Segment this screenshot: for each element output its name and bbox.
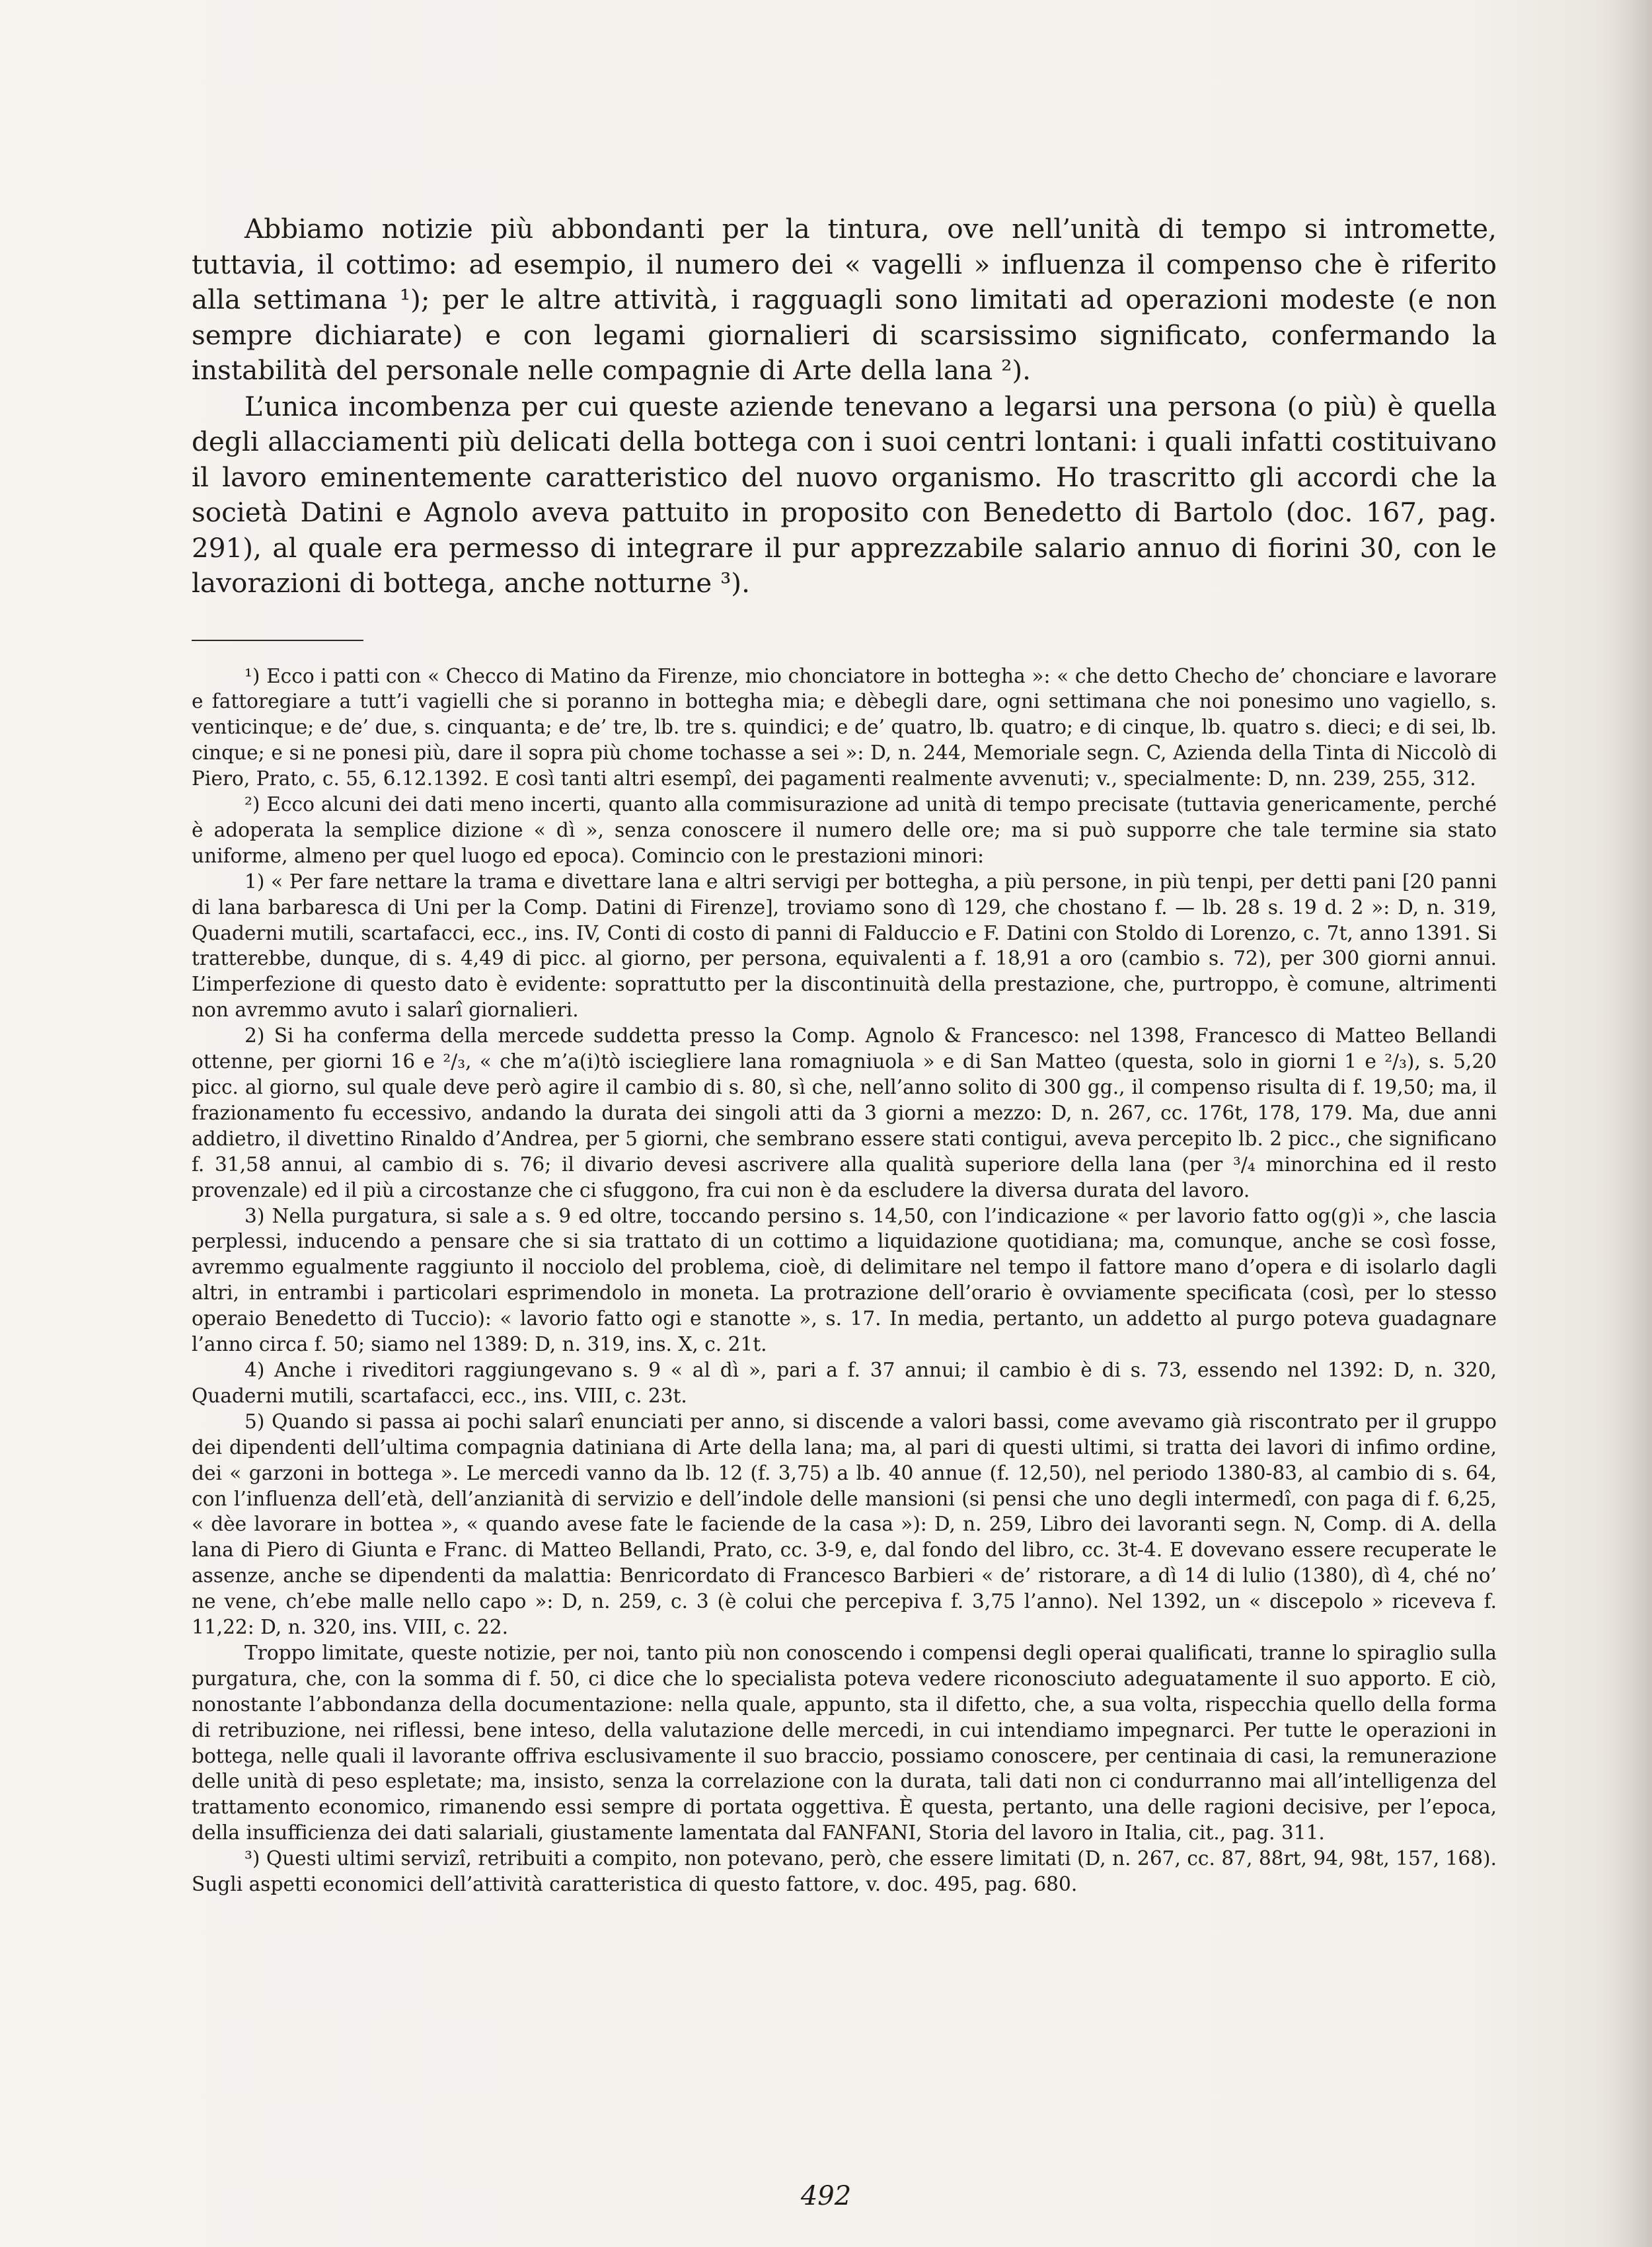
footnote-3: ³) Questi ultimi servizî, retribuiti a compito, non potevano, però, che essere limitati (D, n. 267, cc. 87, 88rt, 94, 98t, 157, 168). Sugli aspetti economici dell’attività caratteristica di questo fattore, v. doc. 495, pag. 680. <box>192 1847 1497 1896</box>
footnote-separator <box>192 640 363 641</box>
footnote-2-item-1: 1) « Per fare nettare la trama e divettare lana e altri servigi per bottegha, a più persone, in più tenpi, per detti pani [20 panni di lana barbaresca di Uni per la Comp. Datini di Firenze], troviamo sono dì 129, che chostano f. — lb. 28 s. 19 d. 2 »: D, n. 319, Quaderni mutili, scartafacci, ecc., ins. IV, Conti di costo di panni di Falduccio e F. Datini con Stoldo di Lorenzo, c. 7t, anno 1391. Si tratterebbe, dunque, di s. 4,49 di picc. al giorno, per persona, equivalenti a f. 18,91 a oro (cambio s. 72), per 300 giorni annui. L’imperfezione di questo dato è evidente: soprattutto per la discontinuità della prestazione, che, purtroppo, è comune, altrimenti non avremmo avuto i salarî giornalieri. <box>192 870 1497 1022</box>
page-edge-shadow <box>1606 0 1652 2247</box>
footnote-1: ¹) Ecco i patti con « Checco di Matino da Firenze, mio chonciatore in bottegha »: « che detto Checho de’ chonciare e lavorare e fattoregiare a tutt’i vagielli che si poranno in bottegha mia; e dèbegli dare, ogni settimana che noi ponesimo uno vagiello, s. venticinque; e de’ due, s. cinquanta; e de’ tre, lb. tre s. quindici; e de’ quatro, lb. quatro; e di cinque, lb. quatro s. dieci; e di sei, lb. cinque; e si ne ponesi più, dare il sopra più chome tochasse a sei »: D, n. 244, Memoriale segn. C, Azienda della Tinta di Niccolò di Piero, Prato, c. 55, 6.12.1392. E così tanti altri esempî, dei pagamenti realmente avvenuti; v., specialmente: D, nn. 239, 255, 312. <box>192 664 1497 790</box>
body-paragraph-1: Abbiamo notizie più abbondanti per la tintura, ove nell’unità di tempo si intromette, tuttavia, il cottimo: ad esempio, il numero dei « vagelli » influenza il compenso che è riferito alla settimana ¹); per le altre attività, i ragguagli sono limitati ad operazioni modeste (e non sempre dichiarate) e con legami giornalieri di scarsissimo significato, confermando la instabilità del personale nelle compagnie di Arte della lana ²). <box>192 213 1497 386</box>
footnote-2-conclusion: Troppo limitate, queste notizie, per noi, tanto più non conoscendo i compensi degli operai qualificati, tranne lo spiraglio sulla purgatura, che, con la somma di f. 50, ci dice che lo specialista poteva vedere riconosciuto adeguatamente il suo apporto. E ciò, nonostante l’abbondanza della documentazione: nella quale, appunto, sta il difetto, che, a sua volta, rispecchia quello della forma di retribuzione, nei riflessi, bene inteso, della valutazione delle mercedi, in cui intendiamo impegnarci. Per tutte le operazioni in bottega, nelle quali il lavorante offriva esclusivamente il suo braccio, possiamo conoscere, per centinaia di casi, la remunerazione delle unità di peso espletate; ma, insisto, senza la correlazione con la durata, tali dati non ci condurranno mai all’intelligenza del trattamento economico, rimanendo essi sempre di portata oggettiva. È questa, pertanto, una delle ragioni decisive, per l’epoca, della insufficienza dei dati salariali, giustamente lamentata dal FANFANI, Storia del lavoro in Italia, cit., pag. 311. <box>192 1641 1497 1845</box>
footnote-2-item-3: 3) Nella purgatura, si sale a s. 9 ed oltre, toccando persino s. 14,50, con l’indicazione « per lavorio fatto og(g)i », che lascia perplessi, inducendo a pensare che si sia trattato di un cottimo a liquidazione quotidiana; ma, comunque, anche se così fosse, avremmo egualmente raggiunto il nocciolo del problema, cioè, di delimitare nel tempo il fattore mano d’opera e di isolarlo dagli altri, in entrambi i particolari esprimendolo in moneta. La protrazione dell’orario è ovviamente specificata (così, per lo stesso operaio Benedetto di Tuccio): « lavorio fatto ogi e stanotte », s. 17. In media, pertanto, un addetto al purgo poteva guadagnare l’anno circa f. 50; siamo nel 1389: D, n. 319, ins. X, c. 21t. <box>192 1204 1497 1356</box>
text-block <box>192 211 1497 1897</box>
footnote-2-intro: ²) Ecco alcuni dei dati meno incerti, quanto alla commisurazione ad unità di tempo precisate (tuttavia genericamente, perché è adoperata la semplice dizione « dì », senza conoscere il numero delle ore; ma si può supporre che tale termine sia stato uniforme, almeno per quel luogo ed epoca). Comincio con le prestazioni minori: <box>192 793 1497 867</box>
body-paragraph-2: L’unica incombenza per cui queste aziende tenevano a legarsi una persona (o più) è quella degli allacciamenti più delicati della bottega con i suoi centri lontani: i quali infatti costituivano il lavoro eminentemente caratteristico del nuovo organismo. Ho trascritto gli accordi che la società Datini e Agnolo aveva pattuito in proposito con Benedetto di Bartolo (doc. 167, pag. 291), al quale era permesso di integrare il pur apprezzabile salario annuo di fiorini 30, con le lavorazioni di bottega, anche notturne ³). <box>192 390 1497 599</box>
footnote-2-item-5: 5) Quando si passa ai pochi salarî enunciati per anno, si discende a valori bassi, come avevamo già riscontrato per il gruppo dei dipendenti dell’ultima compagnia datiniana di Arte della lana; ma, al pari di questi ultimi, si tratta dei lavori di infimo ordine, dei « garzoni in bottega ». Le mercedi vanno da lb. 12 (f. 3,75) a lb. 40 annue (f. 12,50), nel periodo 1380-83, al cambio di s. 64, con l’influenza dell’età, dell’anzianità di servizio e dell’indole delle mansioni (si pensi che uno degli intermedî, con paga di f. 6,25, « dèe lavorare in bottea », « quando avese fate le faciende de la casa »): D, n. 259, Libro dei lavoranti segn. N, Comp. di A. della lana di Piero di Giunta e Franc. di Matteo Bellandi, Prato, cc. 3-9, e, dal fondo del libro, cc. 3t-4. E dovevano essere recuperate le assenze, anche se dipendenti da malattia: Benricordato di Francesco Barbieri « de’ ristorare, a dì 14 di lulio (1380), dì 4, ché no’ ne vene, ch’ebe malle nello capo »: D, n. 259, c. 3 (è colui che percepiva f. 3,75 l’anno). Nel 1392, un « discepolo » riceveva f. 11,22: D, n. 320, ins. VIII, c. 22. <box>192 1410 1497 1639</box>
footnote-2-item-2: 2) Si ha conferma della mercede suddetta presso la Comp. Agnolo & Francesco: nel 1398, Francesco di Matteo Bellandi ottenne, per giorni 16 e ²/₃, « che m’a(i)tò isciegliere lana romagniuola » e di San Matteo (questa, solo in giorni 1 e ²/₃), s. 5,20 picc. al giorno, sul quale deve però agire il cambio di s. 80, sì che, nell’anno solito di 300 gg., il compenso risulta di f. 19,50; ma, il frazionamento fu eccessivo, andando la durata dei singoli atti da 3 giorni a mezzo: D, n. 267, cc. 176t, 178, 179. Ma, due anni addietro, il divettino Rinaldo d’Andrea, per 5 giorni, che sembrano essere stati contigui, aveva percepito lb. 2 picc., che significano f. 31,58 annui, al cambio di s. 76; il divario devesi ascrivere alla qualità superiore della lana (per ³/₄ minorchina ed il resto provenzale) ed il più a circostanze che ci sfuggono, fra cui non è da escludere la diversa durata del lavoro. <box>192 1024 1497 1201</box>
footnote-2-item-4: 4) Anche i riveditori raggiungevano s. 9 « al dì », pari a f. 37 annui; il cambio è di s. 73, essendo nel 1392: D, n. 320, Quaderni mutili, scartafacci, ecc., ins. VIII, c. 23t. <box>192 1358 1497 1407</box>
page-number: 492 <box>800 2181 852 2211</box>
